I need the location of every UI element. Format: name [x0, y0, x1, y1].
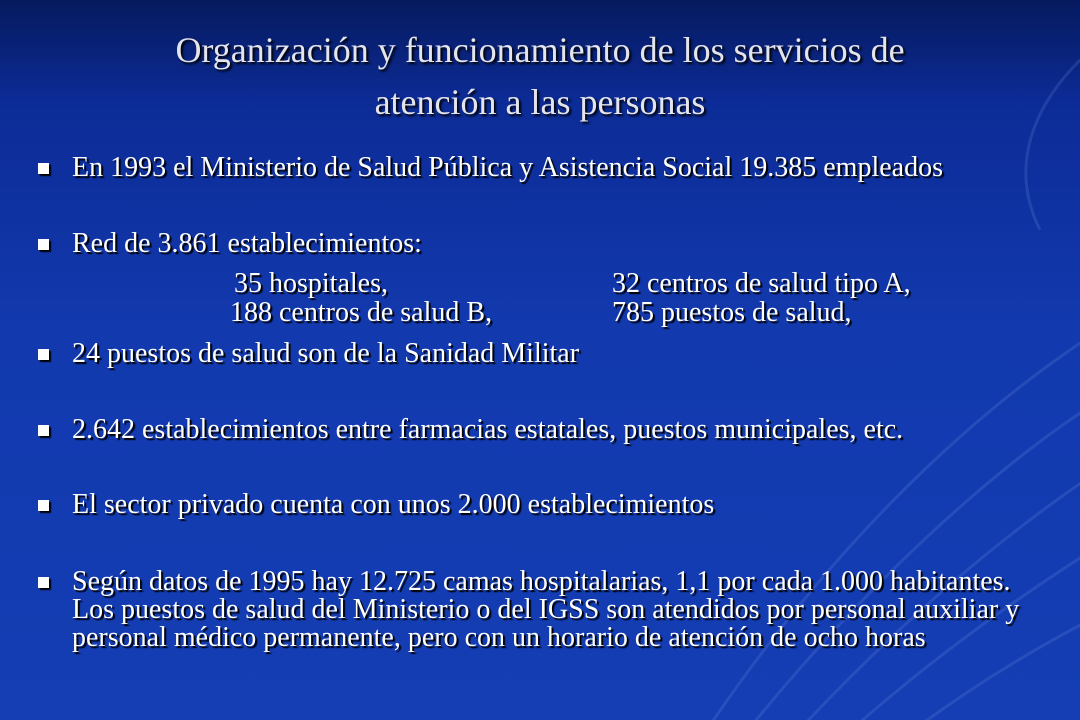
square-bullet-icon [38, 500, 49, 511]
square-bullet-icon [38, 163, 49, 174]
square-bullet-icon [38, 425, 49, 436]
bullet-text: En 1993 el Ministerio de Salud Pública y Asistencia Social 19.385 empleados [72, 152, 943, 183]
bullet-text: 24 puestos de salud son de la Sanidad Militar [72, 338, 580, 369]
slide-title-line-2: atención a las personas [374, 82, 706, 122]
establishment-health-centers-a: 32 centros de salud tipo A, [612, 268, 911, 299]
bullet-text: Red de 3.861 establecimientos: [72, 228, 422, 259]
slide-title [40, 24, 1040, 128]
bullet-text: 2.642 establecimientos entre farmacias estatales, puestos municipales, etc. [72, 414, 904, 445]
establishment-hospitals: 35 hospitales, [234, 268, 388, 299]
square-bullet-icon [38, 349, 49, 360]
square-bullet-icon [38, 239, 49, 250]
square-bullet-icon [38, 577, 49, 588]
establishment-health-posts: 785 puestos de salud, [612, 297, 852, 328]
establishment-health-centers-b: 188 centros de salud B, [230, 297, 493, 328]
slide-title-line-1: Organización y funcionamiento de los servicios de [175, 30, 905, 70]
bullet-text: El sector privado cuenta con unos 2.000 establecimientos [72, 489, 715, 520]
bullet-text: Según datos de 1995 hay 12.725 camas hospitalarias, 1,1 por cada 1.000 habitantes. Los puestos de salud del Ministerio o del IGSS son atendidos por personal auxiliar y personal médico permanente, pero con un horario de atención de ocho horas [72, 566, 1020, 653]
